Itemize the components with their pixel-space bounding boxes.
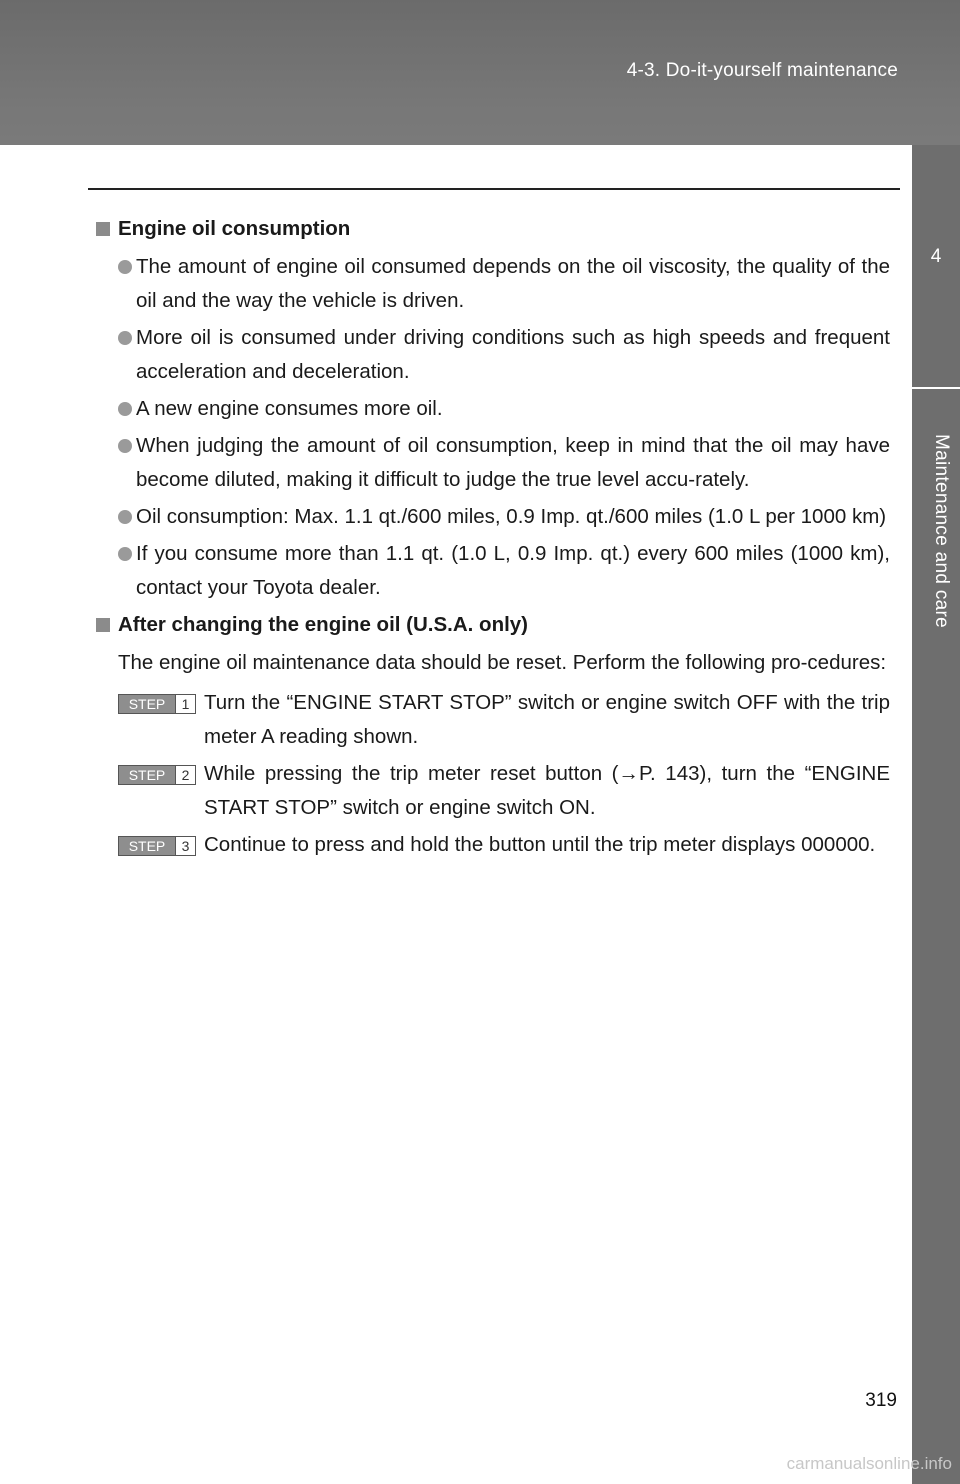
chapter-title: Maintenance and care: [931, 433, 952, 628]
circle-bullet-icon: [118, 439, 132, 453]
watermark: carmanualsonline.info: [786, 1454, 952, 1473]
circle-bullet-icon: [118, 260, 132, 274]
header-rule: [88, 188, 900, 190]
list-item-text: When judging the amount of oil consumption, keep in mind that the oil may have become diluted, making it difficult to judge the true level accu-rately.: [136, 434, 890, 491]
step-badge-label: STEP: [119, 837, 175, 855]
step-text: Turn the “ENGINE START STOP” switch or engine switch OFF with the trip meter A reading shown.: [204, 691, 890, 748]
step-item: [96, 686, 890, 754]
section-heading: [96, 212, 890, 246]
list-item-text: A new engine consumes more oil.: [136, 397, 443, 420]
section-title: 4-3. Do-it-yourself maintenance: [626, 60, 898, 81]
step-badge-label: STEP: [119, 695, 175, 713]
list-item-text: More oil is consumed under driving conditions such as high speeds and frequent acceleration and deceleration.: [136, 326, 890, 383]
step-badge-number: 3: [175, 837, 195, 855]
header-band: [0, 0, 960, 145]
list-item: [96, 500, 890, 534]
step-text: Continue to press and hold the button until the trip meter displays 000000.: [204, 833, 876, 856]
list-item: [96, 429, 890, 497]
page-number: 319: [865, 1390, 897, 1411]
list-item-text: Oil consumption: Max. 1.1 qt./600 miles, 0.9 Imp. qt./600 miles (1.0 L per 1000 km): [136, 505, 887, 528]
step-text: While pressing the trip meter reset button (→P. 143), turn the “ENGINE START STOP” switch or engine switch ON.: [204, 762, 890, 819]
square-bullet-icon: [96, 222, 110, 236]
heading-text: Engine oil consumption: [118, 217, 351, 240]
circle-bullet-icon: [118, 331, 132, 345]
step-badge: [118, 765, 196, 785]
step-item: [96, 757, 890, 825]
circle-bullet-icon: [118, 402, 132, 416]
page-content: [96, 212, 890, 865]
chapter-number: 4: [930, 246, 942, 267]
heading-text: After changing the engine oil (U.S.A. only): [118, 613, 529, 636]
step-badge-number: 2: [175, 766, 195, 784]
chapter-tab-divider: [912, 387, 960, 389]
list-item: [96, 250, 890, 318]
section-heading: [96, 608, 890, 642]
step-badge: [118, 836, 196, 856]
step-item: [96, 828, 890, 862]
step-badge-label: STEP: [119, 766, 175, 784]
list-item: [96, 537, 890, 605]
list-item-text: If you consume more than 1.1 qt. (1.0 L, 0.9 Imp. qt.) every 600 miles (1000 km), contact your Toyota dealer.: [136, 542, 890, 599]
square-bullet-icon: [96, 618, 110, 632]
circle-bullet-icon: [118, 547, 132, 561]
intro-paragraph: The engine oil maintenance data should be reset. Perform the following pro-cedures:: [118, 651, 887, 674]
circle-bullet-icon: [118, 510, 132, 524]
list-item: [96, 321, 890, 389]
chapter-tab: [912, 145, 960, 1484]
step-badge-number: 1: [175, 695, 195, 713]
list-item: [96, 392, 890, 426]
list-item-text: The amount of engine oil consumed depends on the oil viscosity, the quality of the oil and the way the vehicle is driven.: [136, 255, 890, 312]
step-badge: [118, 694, 196, 714]
